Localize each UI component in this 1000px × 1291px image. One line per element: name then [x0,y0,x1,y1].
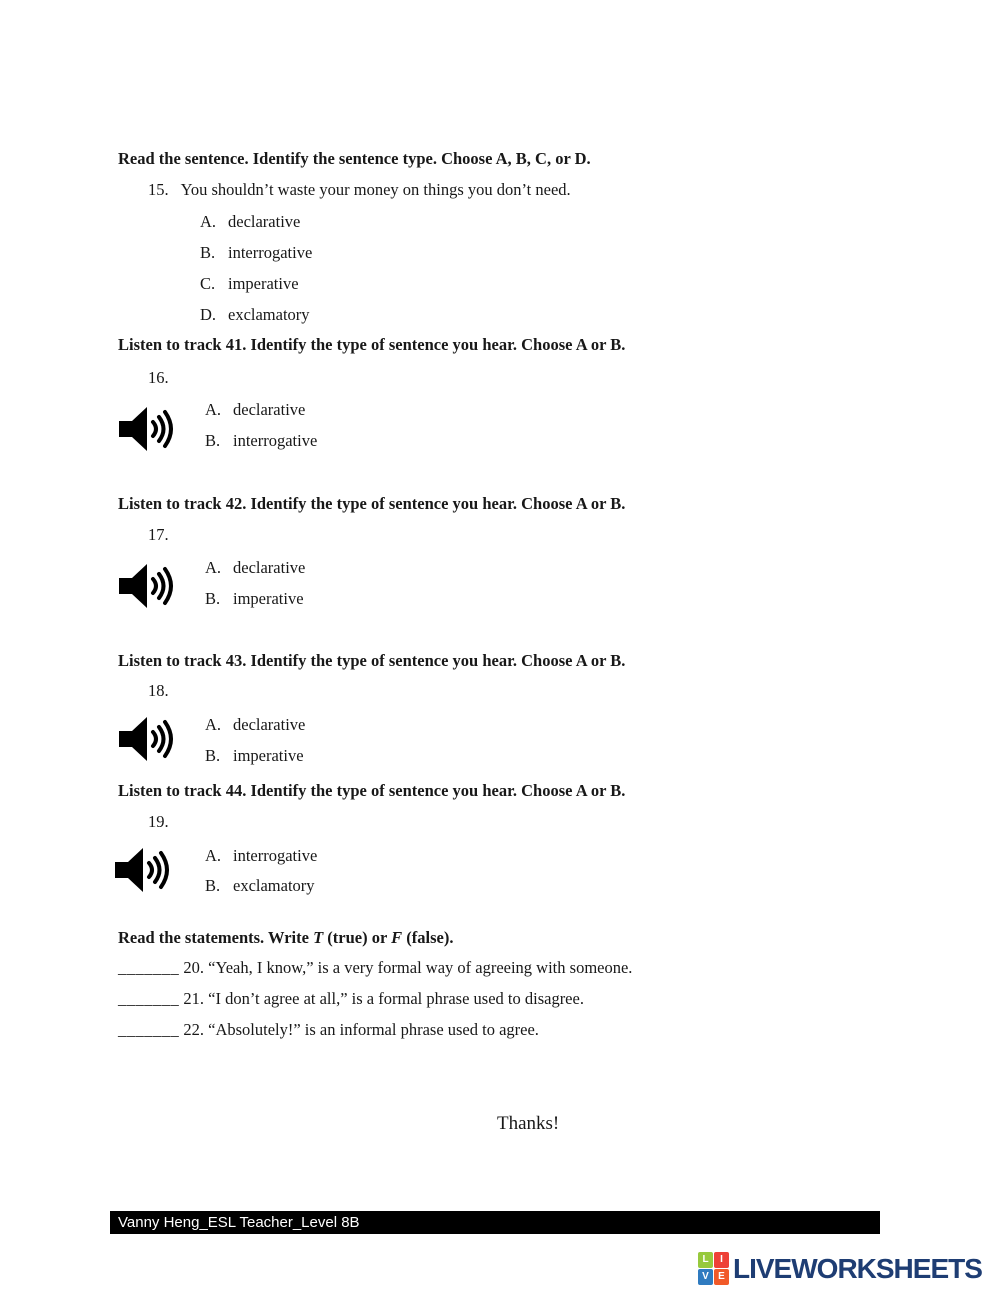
answer-blank-22[interactable]: _______ [118,1020,180,1039]
option-letter: A. [205,558,222,577]
option-letter: B. [205,876,221,895]
audio-player-19[interactable] [112,843,174,902]
option-letter: D. [200,305,217,324]
option-text: exclamatory [228,305,310,324]
option-text: declarative [233,400,306,419]
liveworksheets-wordmark: LIVEWORKSHEETS [733,1252,982,1284]
option-16-a[interactable] [205,400,305,420]
statement-number: 21. [183,989,204,1008]
question-15 [148,180,571,200]
statement-number: 22. [183,1020,204,1039]
listening-heading-track-41: Listen to track 41. Identify the type of sentence you hear. Choose A or B. [118,335,626,354]
option-text: declarative [233,715,306,734]
question-17-number: 17. [148,525,169,544]
option-letter: B. [200,243,216,262]
logo-tile-e: E [714,1269,729,1285]
question-19-number: 19. [148,812,169,831]
listening-heading-track-43: Listen to track 43. Identify the type of sentence you hear. Choose A or B. [118,651,626,670]
heading-part: (false). [402,928,454,947]
option-text: imperative [233,589,304,608]
statement-22 [118,1020,539,1040]
audio-player-17[interactable] [116,559,178,618]
option-text: exclamatory [233,876,315,895]
statement-20 [118,958,632,978]
option-18-b[interactable] [205,746,304,766]
answer-blank-21[interactable]: _______ [118,989,180,1008]
speaker-icon [116,559,178,613]
liveworksheets-tiles-icon [698,1252,729,1285]
statement-text: “Absolutely!” is an informal phrase used to agree. [208,1020,539,1039]
option-text: imperative [228,274,299,293]
option-letter: B. [205,589,221,608]
option-letter: A. [200,212,217,231]
logo-tile-i: I [714,1252,729,1268]
option-letter: A. [205,715,222,734]
option-text: interrogative [233,431,318,450]
footer-credit-text: Vanny Heng_ESL Teacher_Level 8B [118,1214,360,1231]
option-text: imperative [233,746,304,765]
option-15-a[interactable] [200,212,300,232]
answer-blank-20[interactable]: _______ [118,958,180,977]
closing-text: Thanks! [497,1113,560,1134]
logo-tile-l: L [698,1252,713,1268]
option-16-b[interactable] [205,431,317,451]
heading-part: (true) or [323,928,392,947]
footer-credit-bar [110,1211,880,1234]
statement-text: “Yeah, I know,” is a very formal way of agreeing with someone. [208,958,633,977]
heading-part-italic-t: T [313,928,324,947]
question-16-number: 16. [148,368,169,387]
heading-part: Read the statements. Write [118,928,314,947]
logo-tile-v: V [698,1269,713,1285]
speaker-icon [116,712,178,766]
option-text: declarative [233,558,306,577]
option-text: declarative [228,212,301,231]
liveworksheets-logo[interactable] [698,1252,982,1285]
option-19-b[interactable] [205,876,315,896]
question-text: You shouldn’t waste your money on things you don’t need. [180,180,571,199]
statement-21 [118,989,584,1009]
option-letter: C. [200,274,216,293]
option-letter: B. [205,746,221,765]
audio-player-16[interactable] [116,402,178,461]
option-letter: B. [205,431,221,450]
listening-heading-track-42: Listen to track 42. Identify the type of sentence you hear. Choose A or B. [118,494,626,513]
true-false-heading [118,928,453,948]
question-number: 15. [148,180,169,199]
speaker-icon [116,402,178,456]
speaker-icon [112,843,174,897]
option-letter: A. [205,400,222,419]
statement-text: “I don’t agree at all,” is a formal phrase used to disagree. [208,989,584,1008]
option-18-a[interactable] [205,715,305,735]
heading-part-italic-f: F [391,928,403,947]
question-18-number: 18. [148,681,169,700]
option-text: interrogative [228,243,313,262]
audio-player-18[interactable] [116,712,178,771]
statement-number: 20. [183,958,204,977]
option-15-c[interactable] [200,274,299,294]
listening-heading-track-44: Listen to track 44. Identify the type of sentence you hear. Choose A or B. [118,781,626,800]
option-text: interrogative [233,846,318,865]
option-17-a[interactable] [205,558,305,578]
option-letter: A. [205,846,222,865]
option-17-b[interactable] [205,589,304,609]
option-19-a[interactable] [205,846,317,866]
mc-section-heading: Read the sentence. Identify the sentence type. Choose A, B, C, or D. [118,149,591,168]
option-15-b[interactable] [200,243,312,263]
option-15-d[interactable] [200,305,310,325]
